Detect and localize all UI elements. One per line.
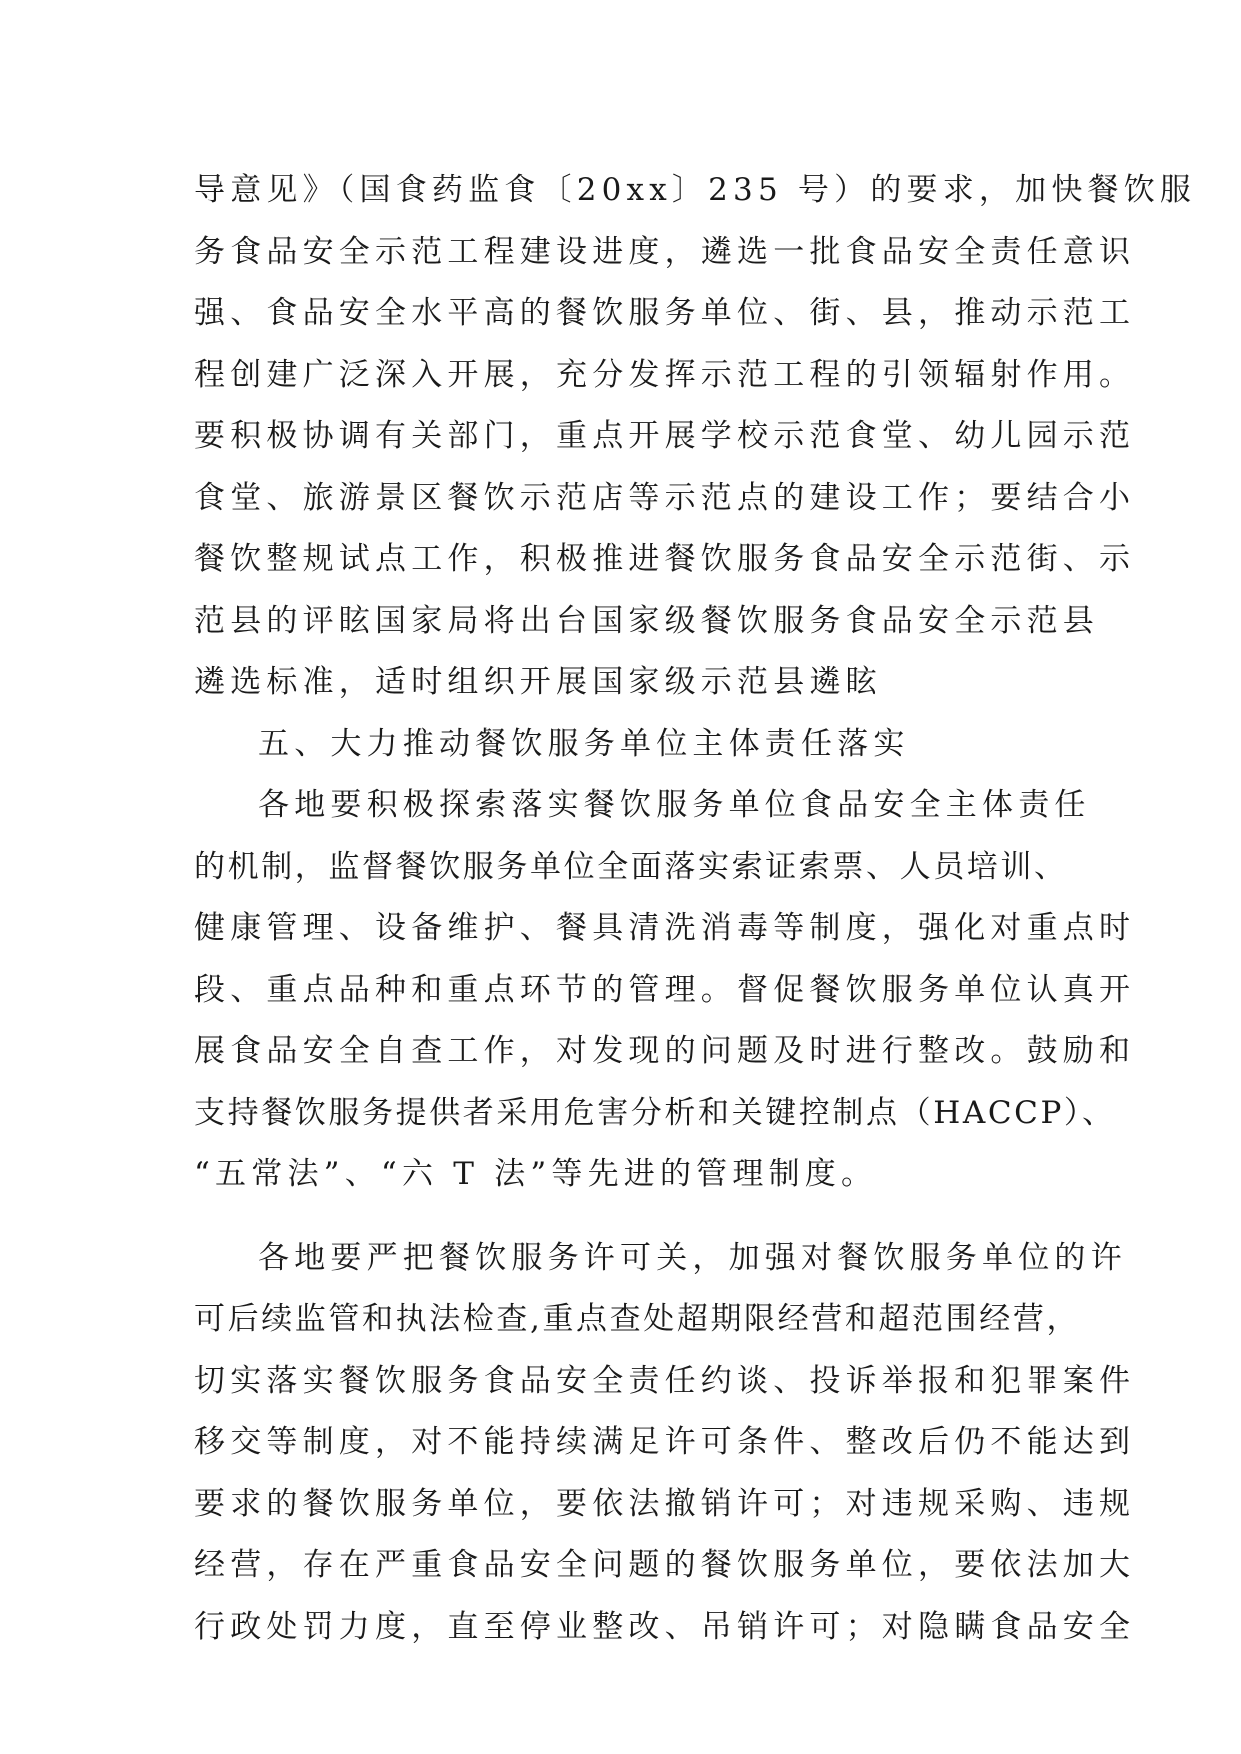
text-line: 行政处罚力度，直至停业整改、吊销许可；对隐瞒食品安全 xyxy=(194,1608,1136,1645)
text-line: 强、食品安全水平高的餐饮服务单位、街、县，推动示范工 xyxy=(194,295,1136,331)
text-line: 移交等制度，对不能持续满足许可条件、整改后仍不能达到 xyxy=(194,1424,1136,1460)
text-line: 各地要积极探索落实餐饮服务单位食品安全主体责任 xyxy=(258,787,1091,823)
text-line: 段、重点品种和重点环节的管理。督促餐饮服务单位认真开 xyxy=(194,971,1136,1008)
section-heading: 五、大力推动餐饮服务单位主体责任落实 xyxy=(258,725,910,762)
text-line: 食堂、旅游景区餐饮示范店等示范点的建设工作；要结合小 xyxy=(194,479,1136,516)
paragraph-main-responsibility xyxy=(194,775,1136,1206)
paragraph-continuation xyxy=(194,160,1197,714)
text-line: 展食品安全自查工作，对发现的问题及时进行整改。鼓励和 xyxy=(194,1033,1136,1069)
text-line: 切实落实餐饮服务食品安全责任约谈、投诉举报和犯罪案件 xyxy=(194,1362,1136,1399)
text-line: 各地要严把餐饮服务许可关，加强对餐饮服务单位的许 xyxy=(258,1239,1127,1276)
text-line: 健康管理、设备维护、餐具清洗消毒等制度，强化对重点时 xyxy=(194,910,1136,946)
paragraph-licensing xyxy=(194,1228,1136,1659)
text-line: 的机制，监督餐饮服务单位全面落实索证索票、人员培训、 xyxy=(194,848,1068,885)
text-line: 餐饮整规试点工作，积极推进餐饮服务食品安全示范街、示 xyxy=(194,541,1136,577)
text-line: 支持餐饮服务提供者采用危害分析和关键控制点（HACCP）、 xyxy=(194,1094,1116,1131)
text-line: 要求的餐饮服务单位，要依法撤销许可；对违规采购、违规 xyxy=(194,1485,1136,1522)
text-line: 导意见》（国食药监食〔20xx〕235 号）的要求，加快餐饮服 xyxy=(194,172,1197,208)
text-line: 经营，存在严重食品安全问题的餐饮服务单位，要依法加大 xyxy=(194,1547,1136,1583)
text-line: 遴选标准，适时组织开展国家级示范县遴眩 xyxy=(194,664,882,700)
text-line: 务食品安全示范工程建设进度，遴选一批食品安全责任意识 xyxy=(194,233,1136,270)
text-line: “五常法”、“六 T 法”等先进的管理制度。 xyxy=(194,1156,878,1192)
text-line: 要积极协调有关部门，重点开展学校示范食堂、幼儿园示范 xyxy=(194,418,1136,454)
text-line: 范县的评眩国家局将出台国家级餐饮服务食品安全示范县 xyxy=(194,602,1099,639)
paragraph-gap xyxy=(194,1206,1054,1228)
text-line: 程创建广泛深入开展，充分发挥示范工程的引领辐射作用。 xyxy=(194,356,1136,393)
text-line: 可后续监管和执法检查,重点查处超期限经营和超范围经营， xyxy=(194,1301,1081,1337)
document-body xyxy=(194,160,1197,1658)
